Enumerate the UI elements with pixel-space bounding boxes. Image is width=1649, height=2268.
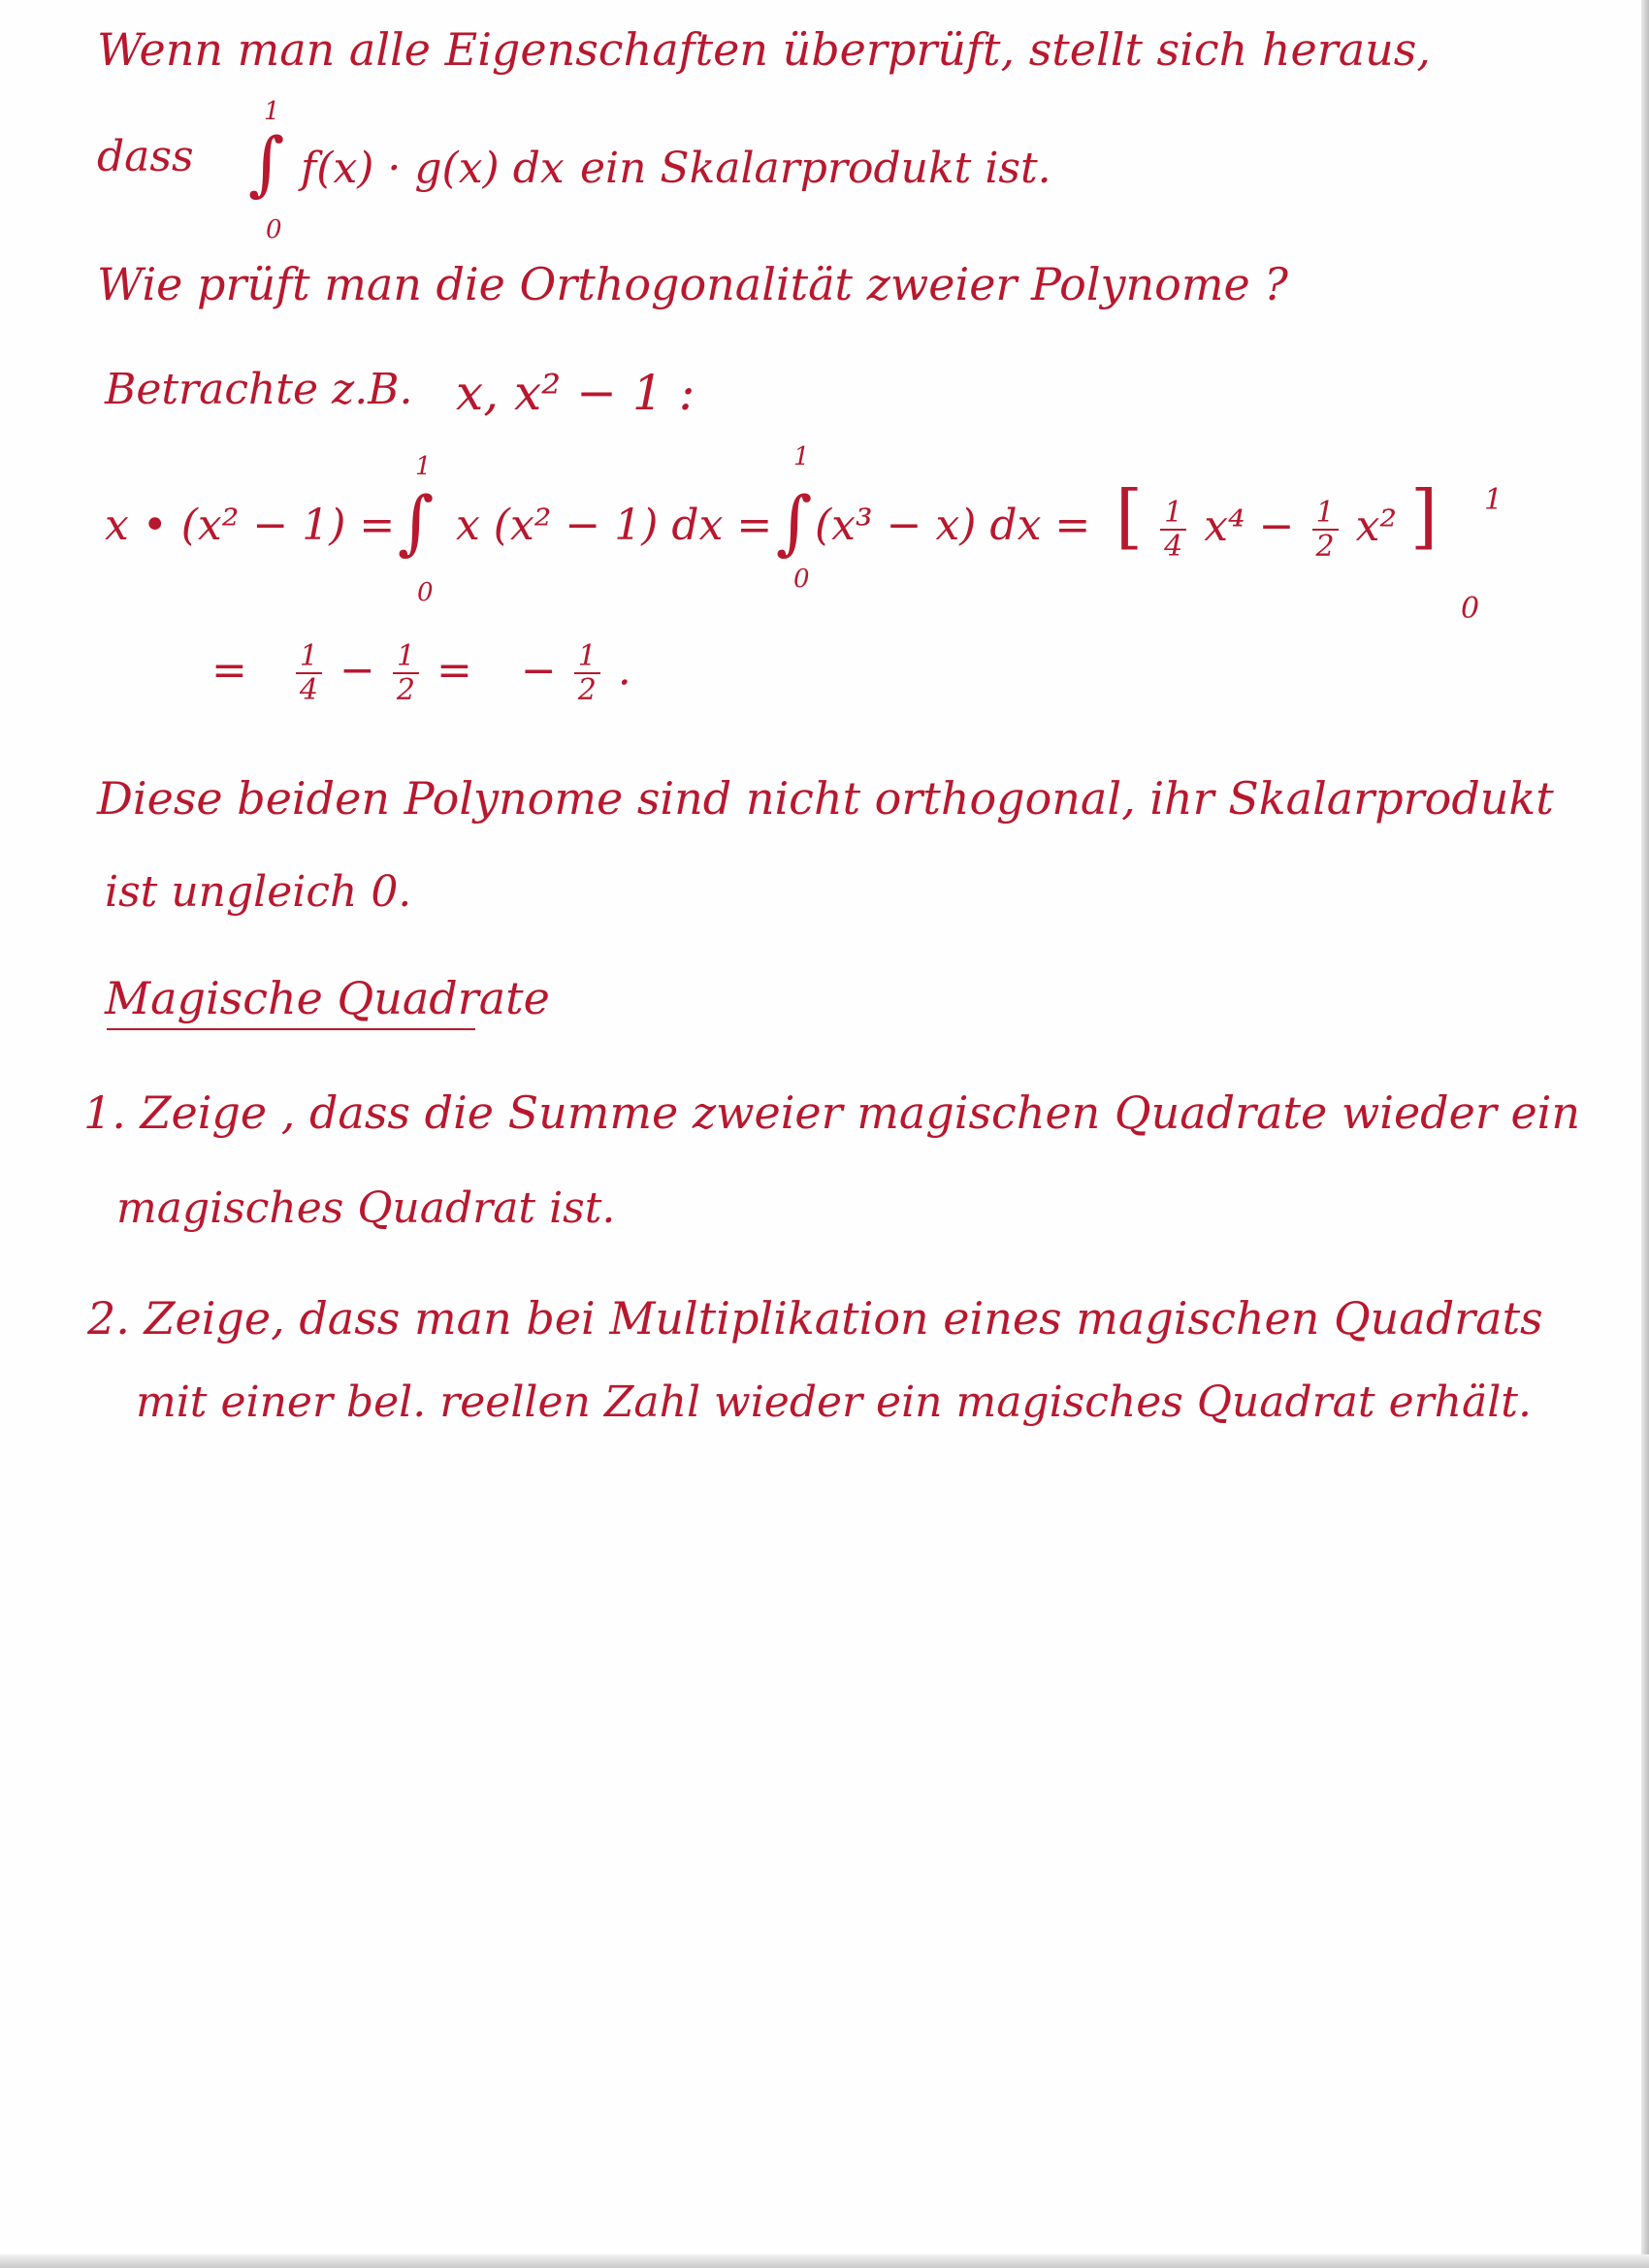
eval-upper-limit: 1 xyxy=(1484,483,1504,517)
bracket-close: ] xyxy=(1410,475,1439,557)
calc-int1-sign: ∫ xyxy=(398,481,435,563)
text-line-1: Wenn man alle Eigenschaften überprüft, stellt sich heraus, xyxy=(97,23,1431,76)
text-line-2-suffix: ein Skalarprodukt ist. xyxy=(580,144,1051,193)
item-2-line-1: 2. Zeige, dass man bei Multiplikation eines magischen Quadrats xyxy=(87,1292,1543,1345)
fraction-one-half: $\frac{1}{2}$ xyxy=(393,640,419,706)
minus-sign: − xyxy=(339,645,375,696)
integral-sign: ∫ xyxy=(248,122,285,204)
item-2-line-2: mit einer bel. reellen Zahl wieder ein magisches Quadrat erhält. xyxy=(136,1377,1532,1427)
question-line: Wie prüft man die Orthogonalität zweier Polynome ? xyxy=(97,258,1288,310)
equals-sign: = xyxy=(436,645,472,696)
scan-edge-bottom xyxy=(0,2254,1649,2268)
fraction-one-half: $\frac{1}{2}$ xyxy=(1312,497,1339,563)
integral-lower-limit: 0 xyxy=(266,215,282,244)
calc-int1-lower: 0 xyxy=(417,578,434,607)
minus-sign: − xyxy=(520,645,557,696)
example-label: Betrachte z.B. xyxy=(105,365,413,414)
equals-sign: = xyxy=(211,645,247,696)
antiderivative-term-1: x⁴ − xyxy=(1204,502,1295,551)
item-1-line-2: magisches Quadrat ist. xyxy=(116,1183,616,1233)
calc-int1-body: x (x² − 1) dx = xyxy=(456,501,773,550)
calc-int1-upper: 1 xyxy=(415,452,432,481)
conclusion-line-1: Diese beiden Polynome sind nicht orthogonal, ihr Skalarprodukt xyxy=(97,772,1554,825)
eval-lower-limit: 0 xyxy=(1461,592,1480,626)
calc-int2-body: (x³ − x) dx = xyxy=(815,501,1091,550)
fraction-one-quarter: $\frac{1}{4}$ xyxy=(1160,497,1186,563)
integrand: f(x) · g(x) dx xyxy=(301,144,565,193)
calc-lhs: x • (x² − 1) = xyxy=(105,501,396,550)
section-heading: Magische Quadrate xyxy=(105,972,550,1024)
text-line-2-prefix: dass xyxy=(97,132,194,181)
example-polynomials: x, x² − 1 : xyxy=(456,365,695,421)
bracket-open: [ xyxy=(1116,475,1144,557)
fraction-one-half-result: $\frac{1}{2}$ xyxy=(574,640,600,706)
item-1-line-1: 1. Zeige , dass die Summe zweier magischen Quadrate wieder ein xyxy=(83,1086,1581,1139)
period: . xyxy=(617,645,631,696)
integral-upper-limit: 1 xyxy=(264,97,280,126)
fraction-one-quarter: $\frac{1}{4}$ xyxy=(296,640,322,706)
calc-result-line xyxy=(211,640,631,706)
antiderivative-term-2: x² xyxy=(1355,502,1398,551)
calc-int2-sign: ∫ xyxy=(776,481,813,563)
scan-edge-right xyxy=(1641,0,1649,2268)
calc-int2-lower: 0 xyxy=(793,565,810,594)
heading-underline xyxy=(107,1028,475,1030)
calc-antiderivative xyxy=(1116,475,1438,563)
calc-int2-upper: 1 xyxy=(793,442,810,471)
conclusion-line-2: ist ungleich 0. xyxy=(105,867,412,917)
